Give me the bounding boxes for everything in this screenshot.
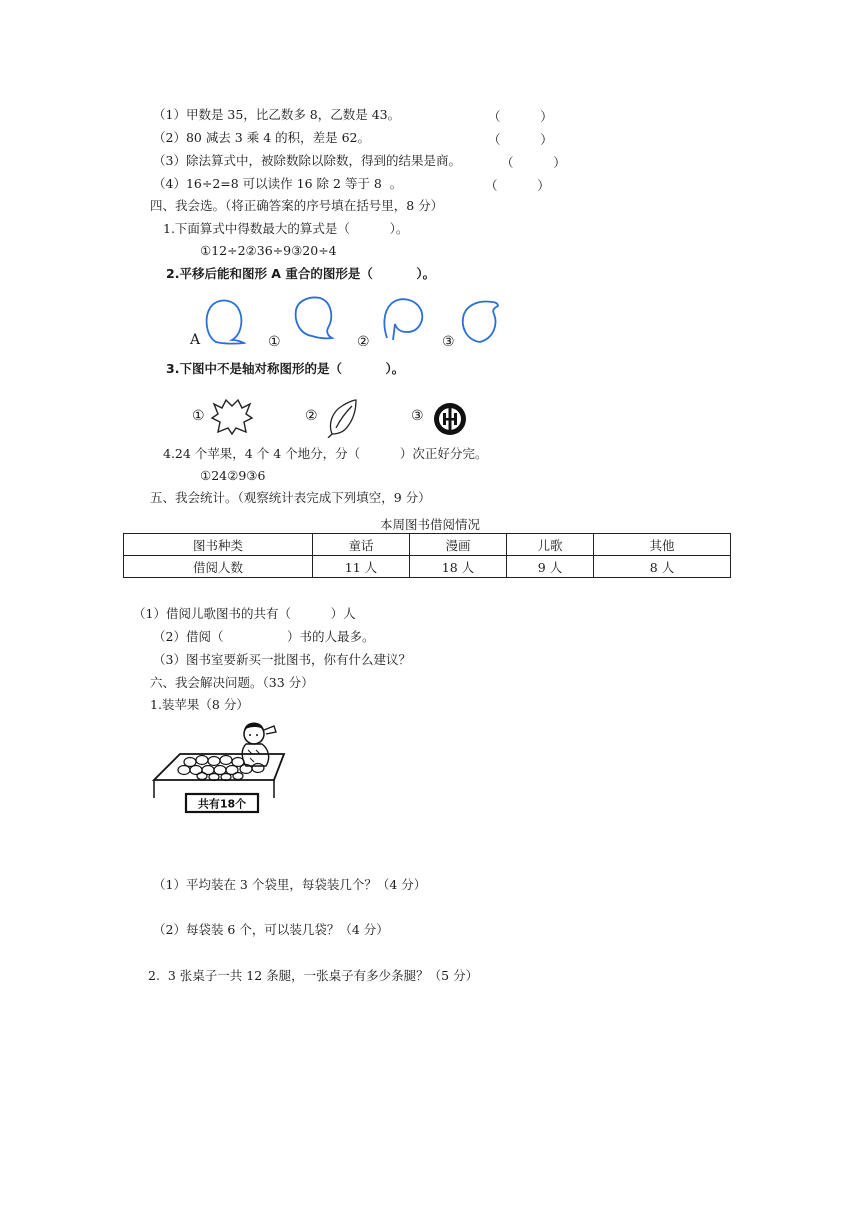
bank-logo-icon	[432, 401, 468, 437]
s6-problem-1-title: 1.装苹果（8 分）	[150, 697, 249, 712]
table-header-cell: 儿歌	[507, 534, 594, 556]
shape-label-2: ②	[357, 334, 370, 350]
table-header-cell: 童话	[313, 534, 410, 556]
shape-option-3-icon	[458, 296, 500, 346]
table-header-cell: 图书种类	[124, 534, 313, 556]
section4-heading: 四、我会选。（将正确答案的序号填在括号里，8 分）	[150, 198, 444, 213]
table-row	[124, 556, 731, 578]
s5-question-1: （1）借阅儿歌图书的共有（ ）人	[133, 606, 356, 621]
table-cell: 18 人	[410, 556, 507, 578]
apple-count-sign: 共有18个	[197, 797, 247, 811]
table-cell: 11 人	[313, 556, 410, 578]
table-cell: 8 人	[594, 556, 731, 578]
judge-answer-3[interactable]: （ ）	[501, 155, 566, 170]
table-title: 本周图书借阅情况	[379, 517, 480, 532]
s6-problem-1-q2: （2）每袋装 6 个，可以装几袋？（4 分）	[153, 922, 389, 937]
shape-label-a: A	[190, 332, 201, 348]
s4-question-1-options: ①12÷2②36÷9③20÷4	[200, 243, 337, 258]
judge-answer-1[interactable]: （ ）	[488, 109, 553, 124]
table-cell: 借阅人数	[124, 556, 313, 578]
judge-item-4: （4）16÷2=8 可以读作 16 除 2 等于 8 。	[153, 176, 403, 191]
judge-answer-2[interactable]: （ ）	[488, 132, 553, 147]
maple-leaf-icon	[210, 398, 254, 436]
shape-option-2-icon	[381, 296, 425, 342]
s4-question-3: 3.下图中不是轴对称图形的是（ ）。	[166, 361, 405, 376]
table-header-row	[124, 534, 731, 556]
s4-question-1: 1.下面算式中得数最大的算式是（ ）。	[163, 221, 409, 236]
borrow-stats-table	[123, 533, 731, 578]
shape-label-1: ①	[268, 334, 281, 350]
s5-question-2: （2）借阅（ ）书的人最多。	[153, 629, 375, 644]
s4-question-4: 4.24 个苹果，4 个 4 个地分，分（ ）次正好分完。	[163, 446, 488, 461]
judge-item-3: （3）除法算式中，被除数除以除数，得到的结果是商。	[153, 153, 461, 168]
shape-label-3: ③	[442, 334, 455, 350]
apples-table-illustration	[150, 720, 290, 822]
s4-question-2: 2.平移后能和图形 A 重合的图形是（ ）。	[166, 266, 436, 281]
leaf-icon	[326, 398, 360, 438]
table-header-cell: 其他	[594, 534, 731, 556]
figure-label-3: ③	[411, 408, 424, 424]
judge-item-2: （2）80 减去 3 乘 4 的积，差是 62。	[153, 130, 371, 145]
s5-question-3: （3）图书室要新买一批图书，你有什么建议？	[153, 652, 411, 667]
judge-item-1: （1）甲数是 35，比乙数多 8，乙数是 43。	[153, 107, 401, 122]
s6-problem-2: 2. 3 张桌子一共 12 条腿，一张桌子有多少条腿？（5 分）	[148, 968, 479, 983]
table-header-cell: 漫画	[410, 534, 507, 556]
section6-heading: 六、我会解决问题。（33 分）	[150, 675, 314, 690]
s6-problem-1-q1: （1）平均装在 3 个袋里，每袋装几个？（4 分）	[153, 877, 427, 892]
shape-a-icon	[202, 296, 246, 346]
section5-heading: 五、我会统计。（观察统计表完成下列填空，9 分）	[150, 490, 431, 505]
s4-question-4-options: ①24②9③6	[200, 468, 266, 483]
table-cell: 9 人	[507, 556, 594, 578]
figure-label-2: ②	[305, 408, 318, 424]
shape-option-1-icon	[292, 294, 336, 342]
figure-label-1: ①	[192, 408, 205, 424]
judge-answer-4[interactable]: （ ）	[485, 178, 550, 193]
